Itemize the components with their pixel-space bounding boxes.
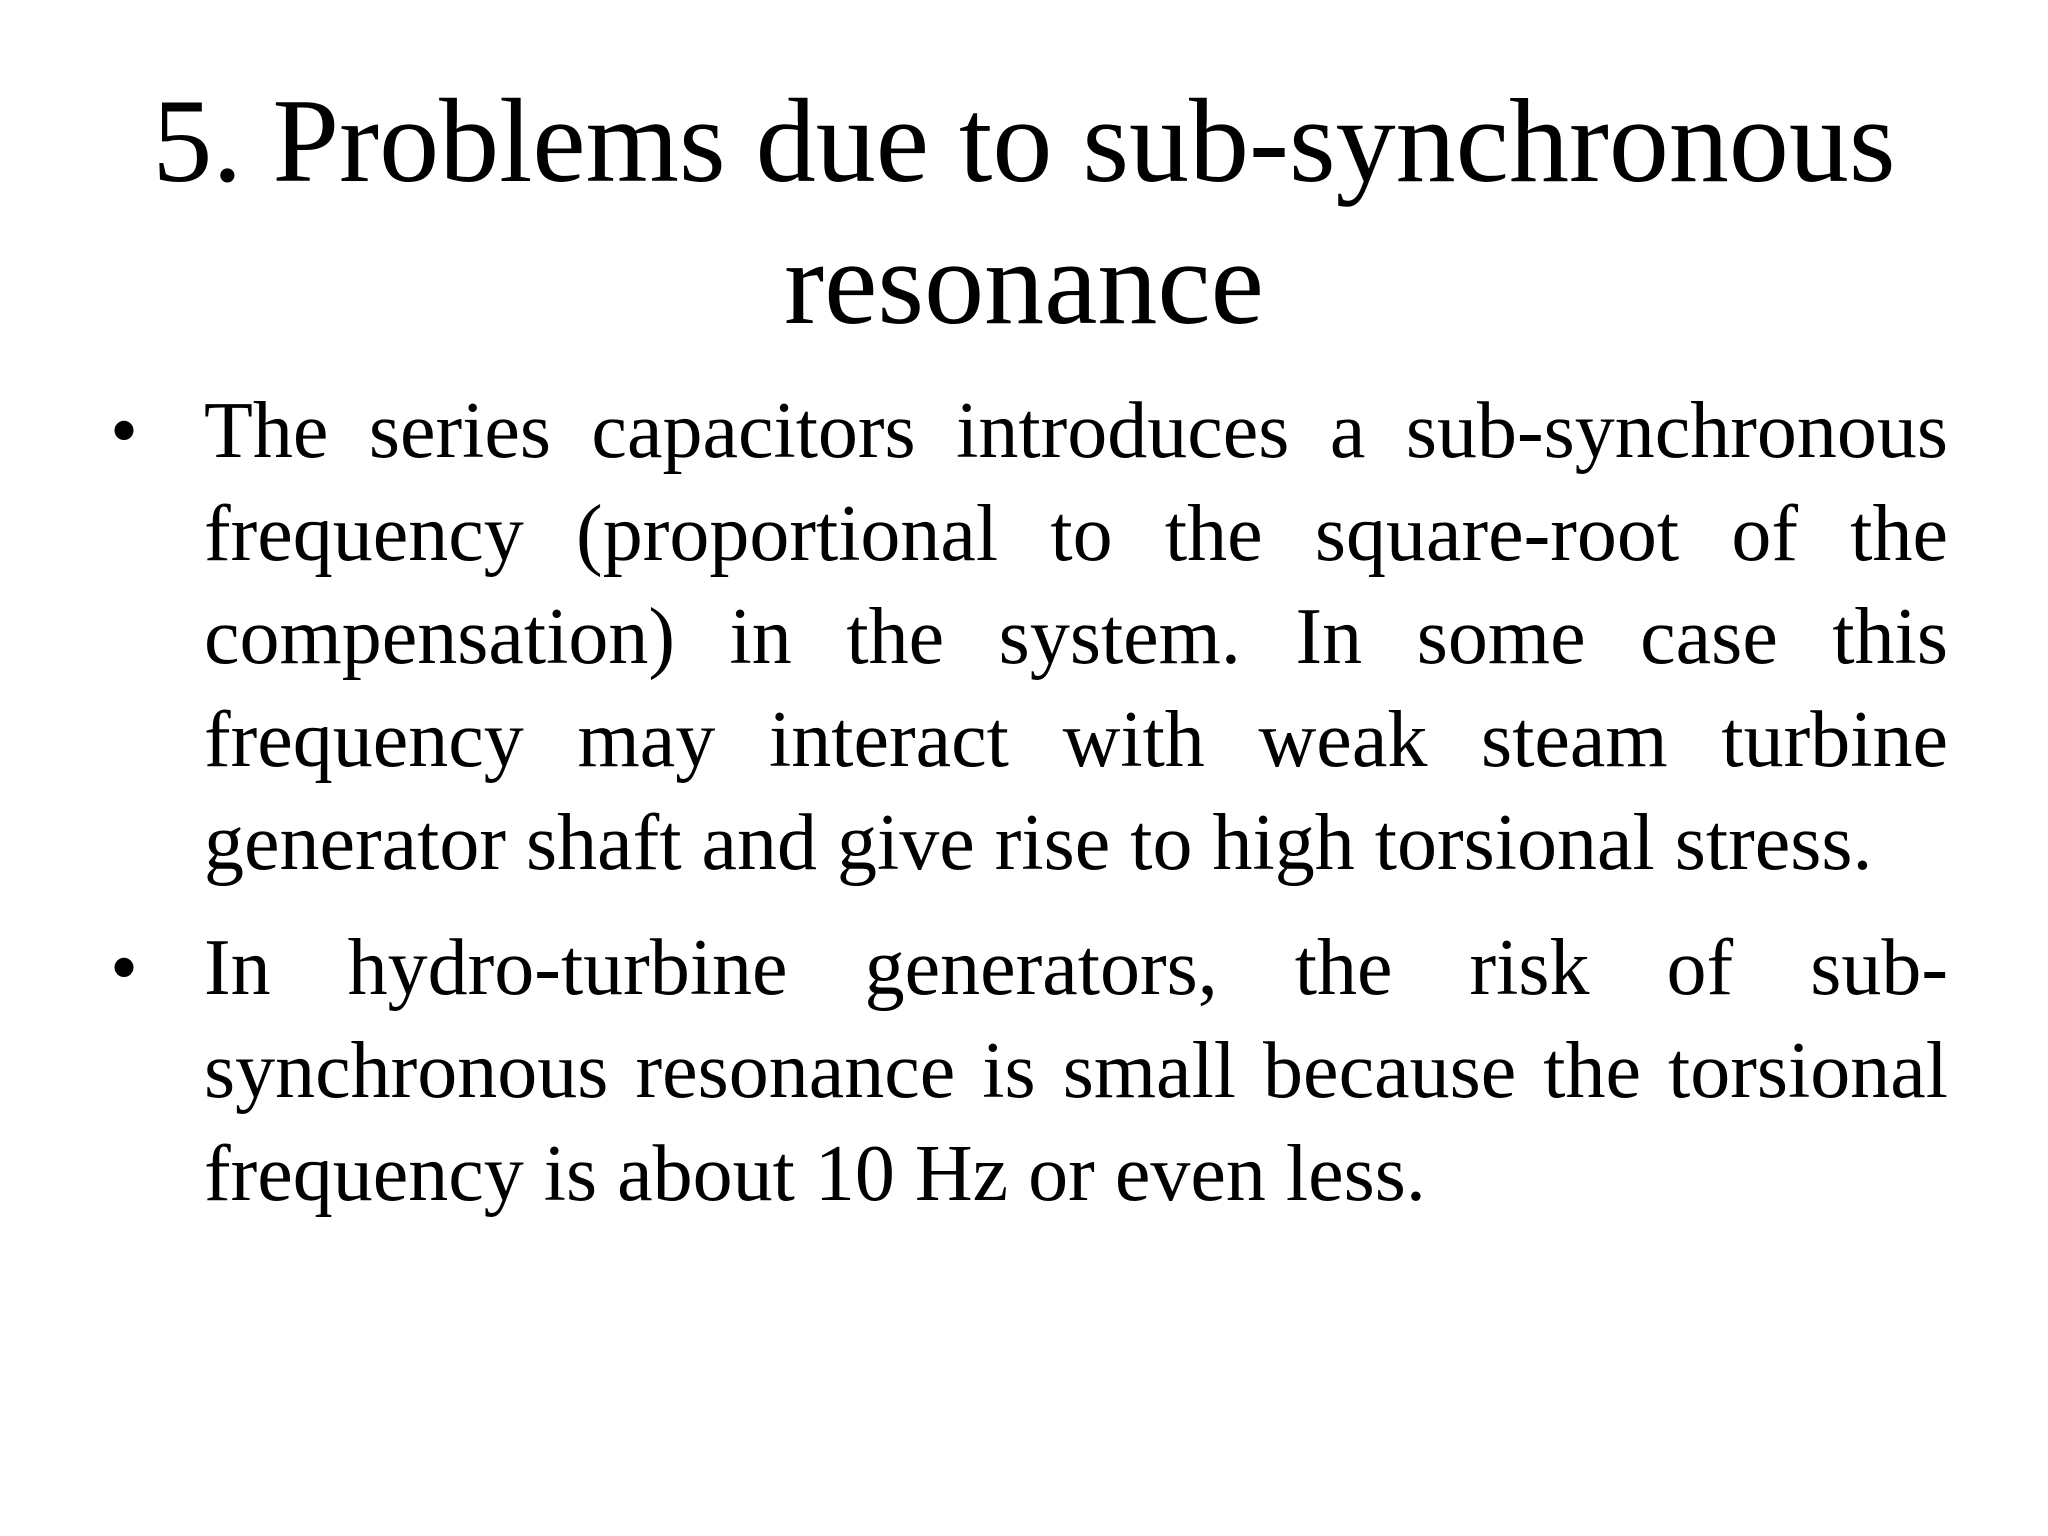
bullet-text: The series capacitors introduces a sub-synchronous frequency (proportional to the square-root of the compensation) in the system. In some case this frequency may interact with weak steam turbine generator shaft and give rise to high torsional stress. xyxy=(204,387,1948,887)
bullet-text: In hydro-turbine generators, the risk of sub-synchronous resonance is small because the torsional frequency is about 10 Hz or even less. xyxy=(204,924,1948,1218)
bullet-item-hydro-turbine xyxy=(110,917,1948,1226)
slide-title: 5. Problems due to sub-synchronous resonance xyxy=(152,74,1896,349)
bullet-icon: • xyxy=(110,924,139,1012)
bullet-item-series-capacitors xyxy=(110,380,1948,895)
bullet-list xyxy=(110,380,1948,1248)
bullet-icon: • xyxy=(110,387,139,475)
